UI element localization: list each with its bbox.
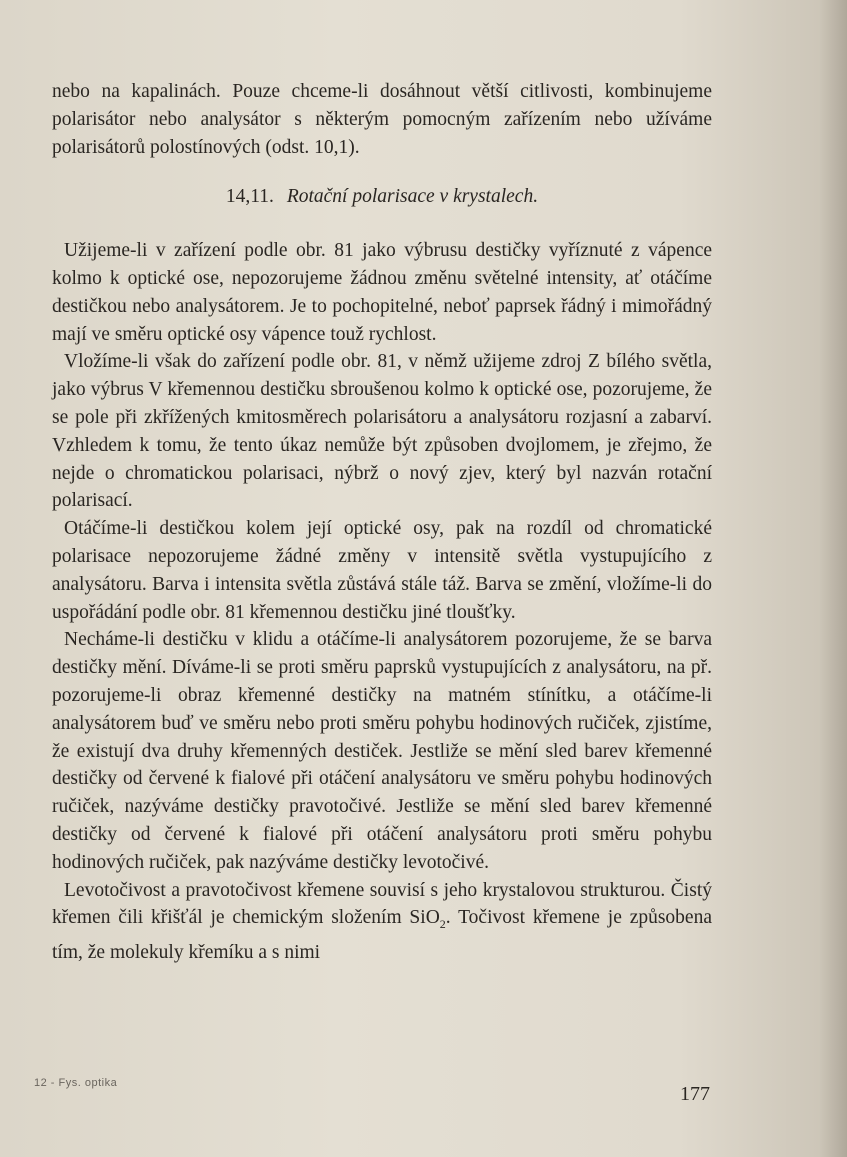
intro-paragraph: nebo na kapalinách. Pouze chceme-li dosáhnout větší citlivosti, kombinujeme polarisátor nebo analysátor s některým pomocným zařízením nebo užíváme polarisátorů polostínových (odst. 10,1). xyxy=(52,81,712,158)
paragraph-2: Vložíme-li však do zařízení podle obr. 81, v němž užijeme zdroj Z bílého světla, jako výbrus V křemennou destičku sbroušenou kolmo k optické ose, pozorujeme, že se pole při zkřížených kmitosměrech polarisátoru a analysátoru rozjasní a zabarví. Vzhledem k tomu, že tento úkaz nemůže být způsoben dvojlomem, je zřejmo, že nejde o chromatickou polarisaci, nýbrž o nový zjev, který byl nazván rotační polarisací. xyxy=(52,351,712,512)
section-heading xyxy=(52,183,712,211)
page-edge-shadow xyxy=(819,0,847,1157)
page-footer xyxy=(30,1073,710,1113)
body-text xyxy=(52,78,712,967)
page-number: 177 xyxy=(680,1083,710,1105)
paragraph-1: Užijeme-li v zařízení podle obr. 81 jako výbrusu destičky vyříznuté z vápence kolmo k optické ose, nepozorujeme žádnou změnu světelné intensity, ať otáčíme destičkou nebo analysátorem. Je to pochopitelné, neboť paprsek řádný i mimořádný mají ve směru optické osy vápence touž rychlost. xyxy=(52,240,712,345)
paragraph-5-start: Levotočivost a pravotočivost křemene souvisí s jeho krystalovou strukturou. Čistý křemen čili křišťál je chemickým složením SiO xyxy=(52,879,712,929)
section-number: 14,11. xyxy=(225,186,274,208)
paragraph-4: Necháme-li destičku v klidu a otáčíme-li analysátorem pozorujeme, že se barva destičky mění. Díváme-li se proti směru paprsků vystupujících z analysátoru, na př. pozorujeme-li obraz křemenné destičky na matném stínítku, a otáčíme-li analysátorem buď ve směru nebo proti směru pohybu hodinových ručiček, zjistíme, že existují dva druhy křemenných destiček. Jestliže se mění sled barev křemenné destičky od červené k fialové při otáčení analysátoru ve směru pohybu hodinových ručiček, nazýváme destičky pravotočivé. Jestliže se mění sled barev křemenné destičky od červené k fialové při otáčení analysátoru proti směru pohybu hodinových ručiček, pak nazýváme destičky levotočivé. xyxy=(52,629,712,873)
paragraph-5 xyxy=(52,877,712,967)
formula-subscript: 2 xyxy=(439,917,446,932)
paragraph-3: Otáčíme-li destičkou kolem její optické osy, pak na rozdíl od chromatické polarisace nepozorujeme žádné změny v intensitě světla vystupujícího z analysátoru. Barva i intensita světla zůstává stále táž. Barva se změní, vložíme-li do uspořádání podle obr. 81 křemennou destičku jiné tloušťky. xyxy=(52,518,712,623)
section-title: Rotační polarisace v krystalech. xyxy=(286,186,539,208)
paragraph-5-end: . Točivost křemene je způsobena tím, že molekuly křemíku a s nimi xyxy=(52,907,712,963)
printer-signature: 12 - Fys. optika xyxy=(34,1077,118,1089)
